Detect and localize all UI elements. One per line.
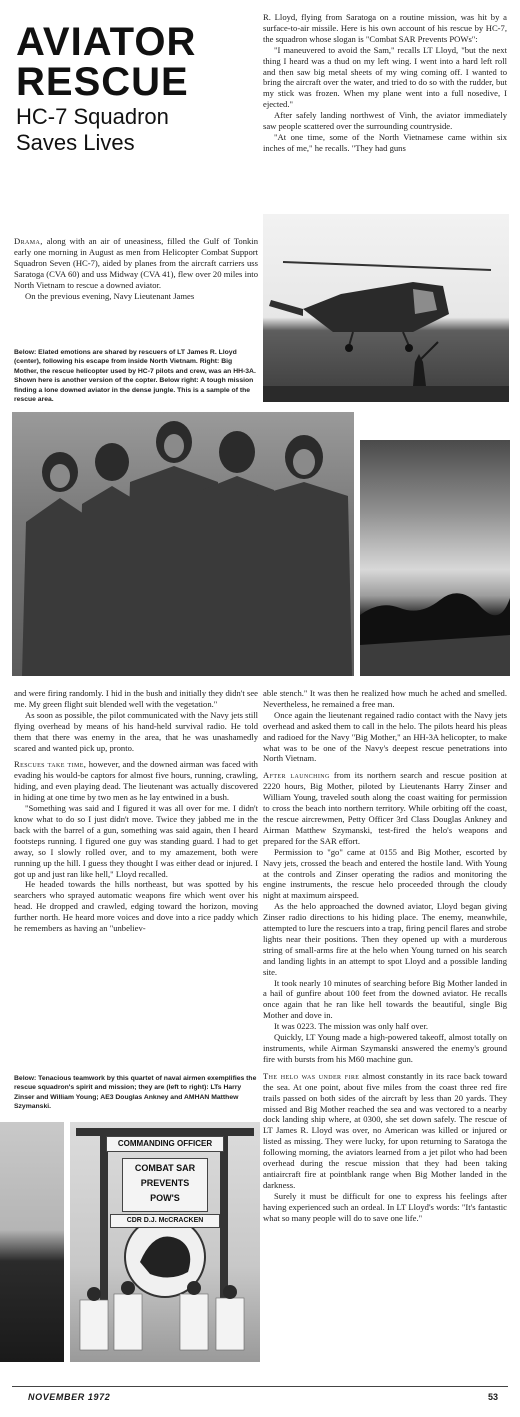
paragraph: R. Lloyd, flying from Saratoga on a routine mission, was hit by a surface-to-air missile. Here is his own account of his rescue by HC-7, the squadron whose slogan is "Combat SAR Prevents POWs": — [263, 12, 507, 44]
subtitle-line-1: HC-7 Squadron — [16, 104, 169, 129]
page-number: 53 — [488, 1392, 499, 1402]
paragraph: As the helo approached the downed aviator, Lloyd began giving Zinser radio directions to his hiding place. The enemy, meanwhile, attempted to lure the rescuers into a trap, firing pencil flares and strobe lights near their positions. Then they opened up with a murderous string of small-arms fire at the helo when Young turned on his search and landing lights in an attempt to spot Lloyd and a possible landing site. — [263, 901, 507, 977]
photo-caption-top: Below: Elated emotions are shared by rescuers of LT James R. Lloyd (center), following his escape from inside North Vietnam. Right: Big Mother, the rescue helicopter used by HC-7 pilots and crew, was an HH-3A. Shown here is another version of the copter. Below right: A tough mission finding a lone downed aviator in the dense jungle. This is a sample of the rescue area. — [14, 349, 256, 404]
title-line-2: RESCUE — [16, 60, 189, 104]
jungle-rescue-area-photo — [360, 440, 510, 676]
paragraph: It took nearly 10 minutes of searching before Big Mother landed in a hail of gunfire about 100 feet from the downed aviator. He recalls once again that he ran like hell towards the beautiful, single Big Mother and dove in. — [263, 977, 507, 1021]
column-left-bottom — [14, 688, 258, 988]
paragraph: Once again the lieutenant regained radio contact with the Navy jets overhead and asked them to call in the helo. The pilots heard his pleas and radioed for the Navy "Big Mother," an HH-3A helicopter, to make what was to be one of the Navy's deepest rescue penetrations into North Vietnam. — [263, 709, 507, 764]
paragraph: "Something was said and I figured it was all over for me. I didn't know what to do so I just didn't move. Twice they jabbed me in the back with the barrel of a gun, something was said again, then I heard footsteps running. I figured one guy was standing guard. I had to get away, so I slowly rolled over, and to my amazement, both were running up the hill. I guess they thought I was either dead or injured. I got up and just ran like hell," Lloyd recalled. — [14, 803, 258, 879]
coastline-photo — [0, 1122, 64, 1362]
paragraph: It was 0223. The mission was only half over. — [274, 1021, 429, 1032]
lead-in: After launching — [263, 770, 330, 781]
helicopter-illustration — [263, 214, 509, 402]
paragraph: "I maneuvered to avoid the Sam," recalls LT Lloyd, "but the next thing I heard was a thud on my left wing. I went into a hard left roll and then saw big metal sheets of my wing coming off. I wanted to bring the aircraft over the water, and tried to do so with the rudder, but my stick was frozen. When my plane went into a full nosedive, I ejected." — [263, 44, 507, 110]
lead-in: Drama, — [14, 236, 43, 246]
paragraph-body: almost constantly in its race back toward the sea. At one point, about five miles from the coast three red fire trails passed on both sides of the aircraft by less than 20 yards. They missed and Big Mother reached the sea and was vectored to a nearby dock landing ship where, at 0300, she set down safely. The rescue of LT James R. Lloyd was over, no American was killed or injured or listed as missing. They were lucky, for upon returning to Saratoga the following morning, the aviators learned from a jet pilot who had been overhead during the rescue mission that they had been taking antiaircraft fire at pointblank range when Big Mother landed in the darkness. — [263, 1070, 507, 1190]
rescuers-group-photo — [12, 412, 354, 676]
paragraph — [263, 1071, 507, 1191]
paragraph-body: from its northern search and rescue position at 2220 hours, Big Mother, piloted by Lieutenants Harry Zinser and William Young, traveled south along the coast waiting for permission to cross the beach into northern territory. While orbiting off the coast, the rescue aircrewmen, Petty Officer 3rd Class Douglas Ankney and Airman Matthew Szymanski, test-fired the helo's weapons and prepared for the SAR effort. — [263, 770, 507, 846]
paragraph-body: however, and the downed airman was faced with evading his would-be captors for almost five hours, running, crawling, hiding, and even playing dead. The lieutenant was actually discovered in hiding at one time by two men as he lay entwined in a bush. — [14, 759, 258, 803]
article-subtitle — [16, 104, 256, 156]
lead-in: Rescues take time, — [14, 759, 87, 770]
paragraph: As soon as possible, the pilot communicated with the Navy jets still flying overhead by means of his hand-held survival radio. He told them that there was enemy in the area, that he was unashamedly scared and wanted pick up, pronto. — [14, 709, 258, 753]
commander-name-plate: CDR D.J. McCRACKEN — [110, 1214, 220, 1228]
photo-caption-bottom: Below: Tenacious teamwork by this quartet of naval airmen exemplifies the rescue squadron's spirit and mission; they are (left to right): LTs Harry Zinser and William Young; AE3 Douglas Ankney and AMHAN Matthew Szymanski. — [14, 1075, 257, 1111]
subtitle-line-2: Saves Lives — [16, 130, 135, 155]
paragraph: Quickly, LT Young made a high-powered takeoff, almost totally on instruments, while Airman Szymanski answered the enemy's ground fire with bursts from his M60 machine gun. — [263, 1032, 507, 1064]
paragraph: Surely it must be difficult for one to express his feelings after having experienced such an ordeal. In LT Lloyd's words: "It's fantastic what so many people will do to save one life." — [263, 1190, 507, 1223]
paragraph: He headed towards the hills northeast, but was spotted by his searchers who sprayed automatic weapons fire which went over his head. He dropped and crawled, edging toward the horizon, moving further north. He heard more voices and dove into a rice paddy which he remembers as having an "unbeliev- — [14, 879, 258, 934]
slogan-line-1: COMBAT SAR — [134, 1163, 196, 1173]
lead-in: The helo was under fire — [263, 1070, 360, 1081]
slogan-line-2: PREVENTS — [140, 1178, 190, 1188]
column-right-top — [263, 12, 507, 206]
paragraph — [263, 770, 507, 846]
jungle-illustration — [360, 440, 510, 676]
paragraph: After safely landing northwest of Vinh, the aviator immediately saw people scattered over the surrounding countryside. — [263, 110, 507, 132]
intro-text — [14, 236, 258, 314]
commanding-officer-plate: COMMANDING OFFICER — [106, 1136, 224, 1152]
intro-body: along with an air of uneasiness, filled the Gulf of Tonkin early one morning in August as men from Helicopter Combat Support Squadron Seven (HC-7), aided by planes from the aircraft carriers uss Saratoga (CVA 60) and uss Midway (CVA 41), flew over 20 miles into North Vietnam to rescue a downed aviator. — [14, 236, 258, 290]
title-line-1: AVIATOR — [16, 20, 197, 64]
group-illustration — [12, 412, 354, 676]
intro-paragraph — [14, 236, 258, 291]
footer-rule — [12, 1386, 508, 1387]
squadron-sign-photo — [70, 1122, 260, 1362]
paragraph — [14, 759, 258, 803]
paragraph: "At one time, some of the North Vietnamese came within six inches of me," he recalls. "They had guns — [263, 131, 507, 153]
column-right-bottom — [263, 688, 507, 1374]
paragraph: On the previous evening, Navy Lieutenant James — [25, 290, 195, 301]
paragraph: able stench." It was then he realized how much he ached and smelled. Nevertheless, he remained a free man. — [263, 688, 507, 709]
helicopter-photo — [263, 214, 509, 402]
article-title — [16, 22, 256, 102]
paragraph: and were firing randomly. I hid in the bush and initially they didn't see me. My green flight suit blended well with the vegetation." — [14, 688, 258, 709]
slogan-sign — [122, 1158, 208, 1212]
issue-date: NOVEMBER 1972 — [28, 1392, 111, 1402]
slogan-line-3: POW'S — [150, 1193, 180, 1203]
paragraph: Permission to "go" came at 0155 and Big Mother, escorted by Navy jets, crossed the beach and entered the hostile land. With Young at the controls and Zinser operating the radios and monitoring the engine instruments, the rescue helo proceeded through the cloudy night at maximum airspeed. — [263, 846, 507, 901]
